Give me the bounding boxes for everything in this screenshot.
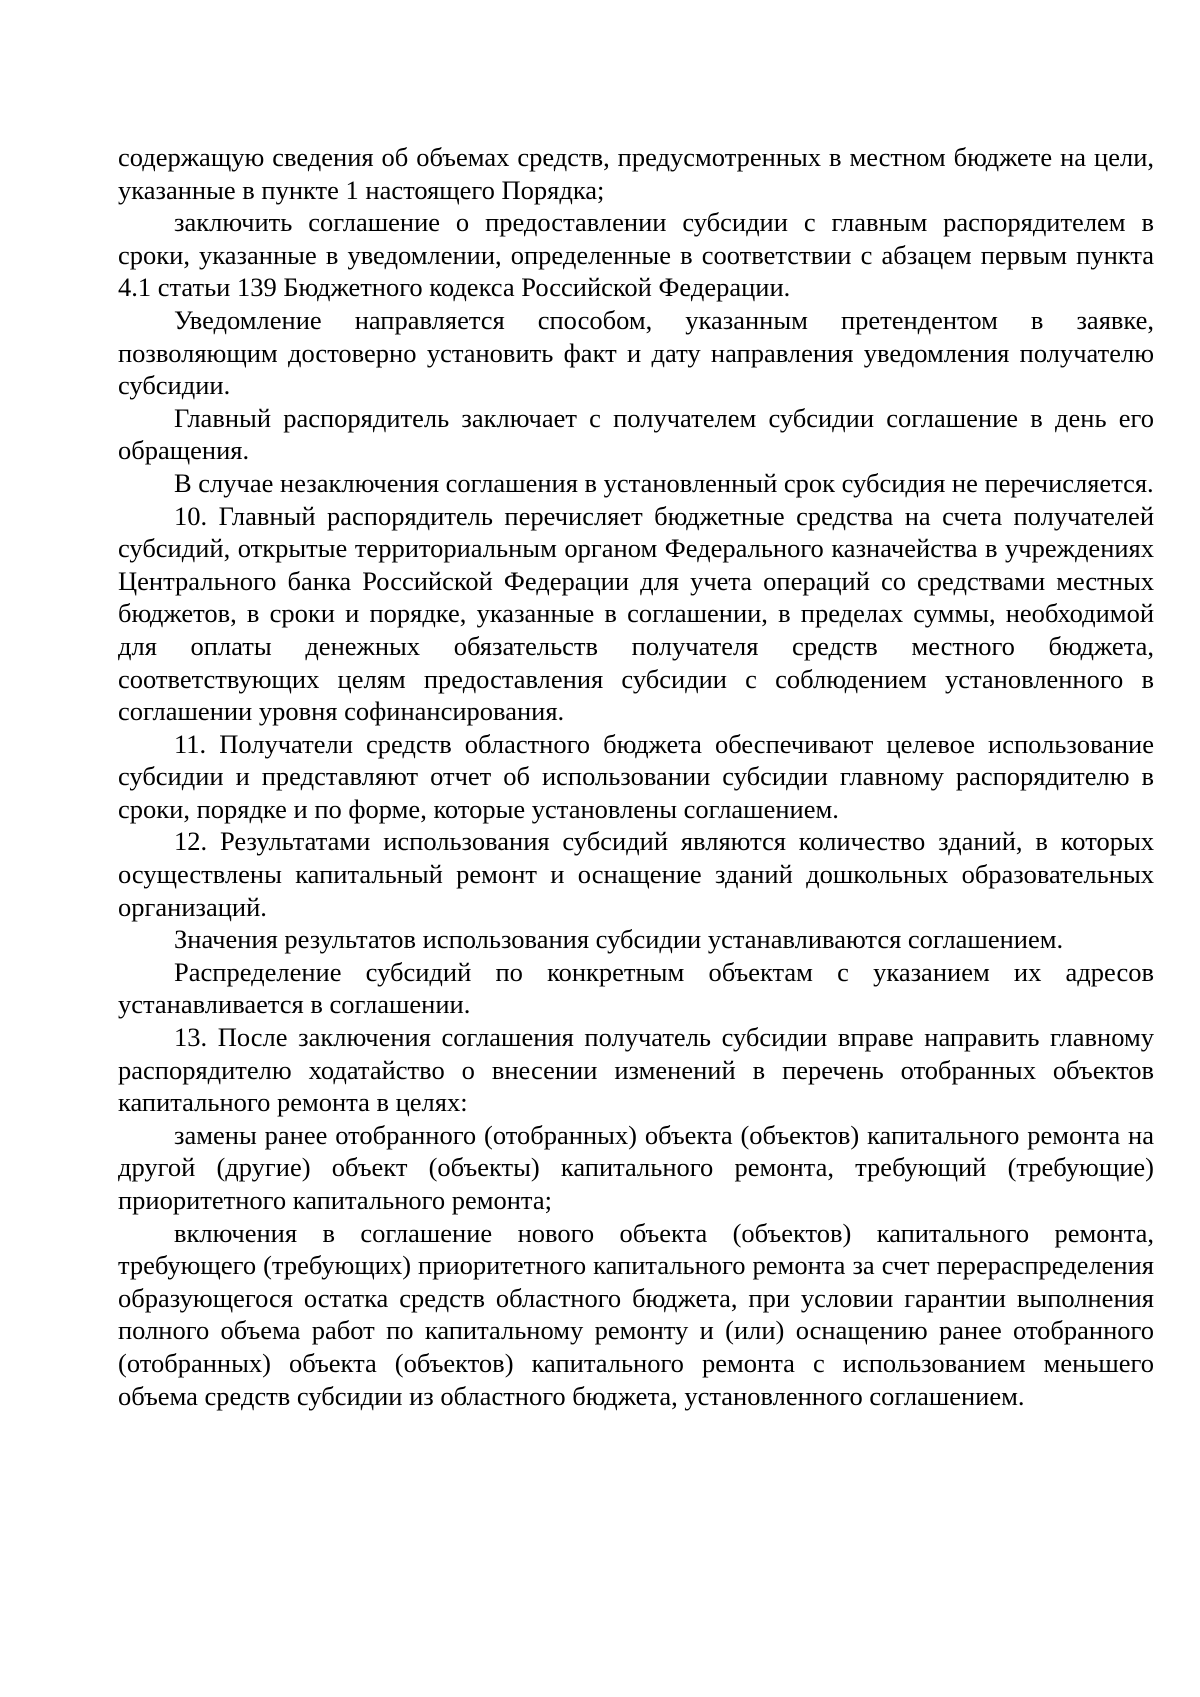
paragraph-item-11: 11. Получатели средств областного бюджета обеспечивают целевое использование субсидии и представляют отчет об использовании субсидии главному распорядителю в сроки, порядке и по форме, которые установлены соглашением.	[118, 728, 1154, 824]
paragraph-item-12: 12. Результатами использования субсидий являются количество зданий, в которых осуществлены капитальный ремонт и оснащение зданий дошкольных образовательных организаций.	[118, 826, 1154, 922]
document-body	[118, 141, 1154, 1412]
paragraph-item-13: 13. После заключения соглашения получатель субсидии вправе направить главному распорядителю ходатайство о внесении изменений в перечень отобранных объектов капитального ремонта в целях:	[118, 1022, 1154, 1118]
paragraph-agreement-day: Главный распорядитель заключает с получателем субсидии соглашение в день его обращения.	[118, 402, 1154, 466]
paragraph-item-10: 10. Главный распорядитель перечисляет бюджетные средства на счета получателей субсидий, открытые территориальным органом Федерального казначейства в учреждениях Центрального банка Российской Федерации для учета операций со средствами местных бюджетов, в сроки и порядке, указанные в соглашении, в пределах суммы, необходимой для оплаты денежных обязательств получателя средств местного бюджета, соответствующих целям предоставления субсидии с соблюдением установленного в соглашении уровня софинансирования.	[118, 500, 1154, 727]
paragraph-distribution: Распределение субсидий по конкретным объектам с указанием их адресов устанавливается в соглашении.	[118, 956, 1154, 1020]
paragraph-conclude-agreement: заключить соглашение о предоставлении субсидии с главным распорядителем в сроки, указанные в уведомлении, определенные в соответствии с абзацем первым пункта 4.1 статьи 139 Бюджетного кодекса Российской Федерации.	[118, 207, 1154, 303]
paragraph-inclusion: включения в соглашение нового объекта (объектов) капитального ремонта, требующего (требующих) приоритетного капитального ремонта за счет перераспределения образующегося остатка средств областного бюджета, при условии гарантии выполнения полного объема работ по капитальному ремонту и (или) оснащению ранее отобранного (отобранных) объекта (объектов) капитального ремонта с использованием меньшего объема средств субсидии из областного бюджета, установленного соглашением.	[118, 1217, 1154, 1411]
paragraph-notification-method: Уведомление направляется способом, указанным претендентом в заявке, позволяющим достоверно установить факт и дату направления уведомления получателю субсидии.	[118, 304, 1154, 401]
paragraph-replacement: замены ранее отобранного (отобранных) объекта (объектов) капитального ремонта на другой (другие) объект (объекты) капитального ремонта, требующий (требующие) приоритетного капитального ремонта;	[118, 1119, 1154, 1215]
paragraph-continuation: содержащую сведения об объемах средств, предусмотренных в местном бюджете на цели, указанные в пункте 1 настоящего Порядка;	[118, 142, 1154, 205]
paragraph-non-conclusion: В случае незаключения соглашения в установленный срок субсидия не перечисляется.	[174, 467, 1154, 498]
paragraph-result-values: Значения результатов использования субсидии устанавливаются соглашением.	[174, 924, 1064, 955]
